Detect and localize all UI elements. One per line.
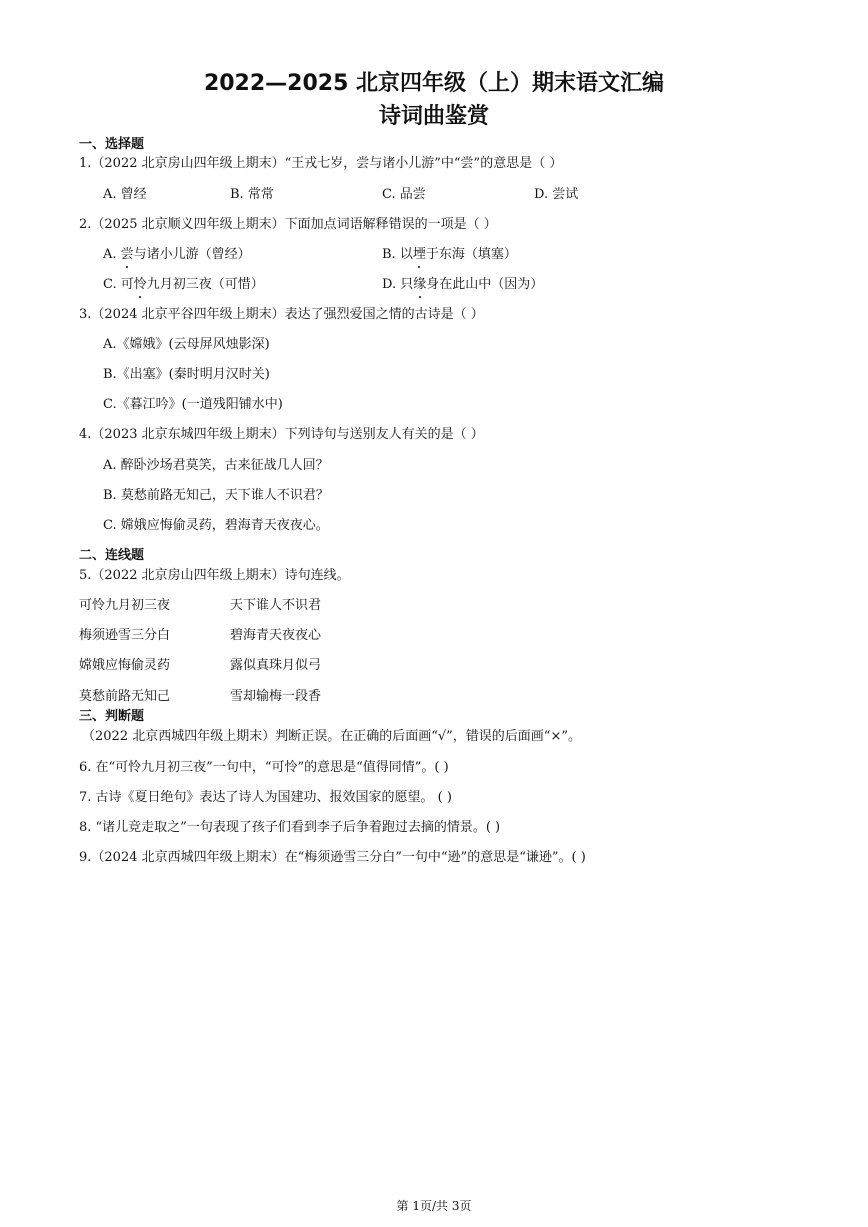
page-number: 第 1页/共 3页: [396, 1199, 472, 1213]
question-2-option-b: [382, 246, 517, 264]
option-d: D. 尝试: [534, 187, 579, 202]
dotted-char: 缘: [413, 277, 427, 292]
match-left-item: 嫦娥应悔偷灵药: [79, 658, 171, 673]
question-5: 5.（2022 北京房山四年级上期末）诗句连线。: [79, 568, 350, 583]
question-4: 4.（2023 北京东城四年级上期末）下列诗句与送别友人有关的是（ ）: [79, 427, 484, 442]
section-heading-choice: 一、选择题: [79, 137, 145, 152]
option-d-prefix: D. 只: [382, 277, 414, 292]
option-b-prefix: B. 以: [382, 247, 413, 262]
option-b: B. 常常: [230, 187, 274, 202]
question-1: 1.（2022 北京房山四年级上期末）“王戎七岁，尝与诸小儿游”中“尝”的意思是（ ）: [79, 156, 563, 171]
question-3-option-c: C.《暮江吟》(一道残阳铺水中): [103, 397, 283, 412]
question-7: 7. 古诗《夏日绝句》表达了诗人为国建功、报效国家的愿望。 ( ): [79, 790, 452, 805]
match-right-item: 雪却输梅一段香: [230, 689, 322, 704]
question-9: 9.（2024 北京西城四年级上期末）在“梅须逊雪三分白”一句中“逊”的意思是“谦逊”。( ): [79, 850, 586, 865]
option-d-rest: 身在此山中（因为）: [426, 277, 544, 292]
question-8: 8. “诸儿竞走取之”一句表现了孩子们看到李子后争着跑过去摘的情景。( ): [79, 820, 501, 835]
dotted-char: 怜: [133, 277, 147, 292]
option-c-rest: 九月初三夜（可惜）: [146, 277, 264, 292]
option-c-prefix: C. 可: [103, 277, 134, 292]
match-right-item: 露似真珠月似弓: [230, 658, 322, 673]
question-2-option-c: [103, 276, 264, 294]
match-left-item: 可怜九月初三夜: [79, 598, 171, 613]
match-left-item: 莫愁前路无知己: [79, 689, 171, 704]
question-2-option-a: [103, 246, 251, 264]
dotted-char: 堙: [412, 247, 426, 262]
document-subtitle: 诗词曲鉴赏: [378, 104, 489, 129]
document-title: 2022—2025 北京四年级（上）期末语文汇编: [203, 71, 665, 96]
match-left-item: 梅须逊雪三分白: [79, 628, 171, 643]
question-2: 2.（2025 北京顺义四年级上期末）下面加点词语解释错误的一项是（ ）: [79, 217, 497, 232]
option-a-prefix: A.: [103, 247, 121, 262]
question-3-option-a: A.《嫦娥》(云母屏风烛影深): [103, 337, 270, 352]
match-right-item: 天下谁人不识君: [230, 598, 322, 613]
question-4-option-c: C. 嫦娥应悔偷灵药，碧海青天夜夜心。: [103, 518, 329, 533]
option-c: C. 品尝: [382, 187, 426, 202]
option-a: A. 曾经: [103, 187, 147, 202]
question-4-option-a: A. 醉卧沙场君莫笑，古来征战几人回？: [103, 458, 329, 473]
dotted-char: 尝: [120, 247, 134, 262]
judgement-intro: （2022 北京西城四年级上期末）判断正误。在正确的后面画“√”，错误的后面画“×”。: [82, 729, 581, 744]
question-4-option-b: B. 莫愁前路无知己，天下谁人不识君？: [103, 488, 329, 503]
section-heading-matching: 二、连线题: [79, 548, 145, 563]
option-b-rest: 于东海（填塞）: [425, 247, 517, 262]
question-3-option-b: B.《出塞》(秦时明月汉时关): [103, 367, 270, 382]
question-3: 3.（2024 北京平谷四年级上期末）表达了强烈爱国之情的古诗是（ ）: [79, 307, 484, 322]
match-right-item: 碧海青天夜夜心: [230, 628, 322, 643]
question-6: 6. 在“可怜九月初三夜”一句中，“可怜”的意思是“值得同情”。( ): [79, 760, 449, 775]
question-2-option-d: [382, 276, 543, 294]
option-a-rest: 与诸小儿游（曾经）: [133, 247, 251, 262]
section-heading-judgement: 三、判断题: [79, 709, 145, 724]
